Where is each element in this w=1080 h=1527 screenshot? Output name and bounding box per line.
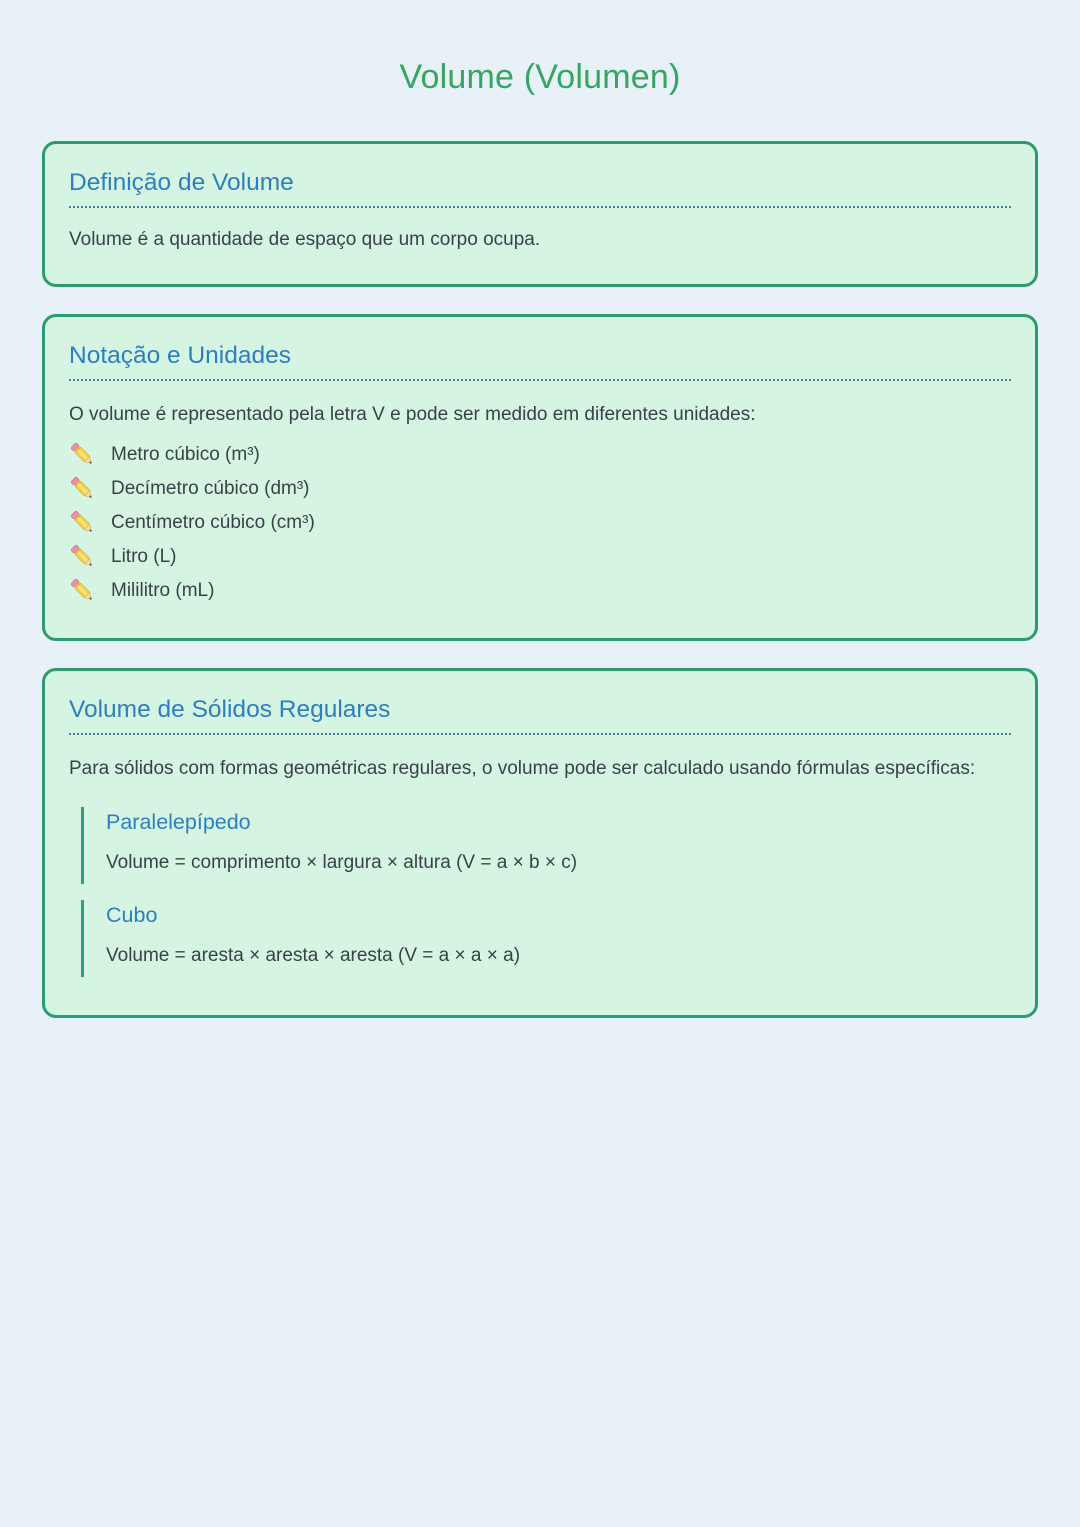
card-heading-definicao: Definição de Volume [69, 169, 1011, 208]
list-item [69, 540, 1011, 574]
unit-label: Mililitro (mL) [111, 579, 215, 601]
pencil-icon [69, 577, 96, 604]
list-item [69, 438, 1011, 472]
units-intro-text: O volume é representado pela letra V e pode ser medido em diferentes unidades: [69, 404, 756, 426]
unit-label: Centímetro cúbico (cm³) [111, 511, 315, 533]
list-item [69, 506, 1011, 540]
pencil-icon [69, 543, 96, 570]
pencil-icon [69, 441, 96, 468]
solidos-intro-text: Para sólidos com formas geométricas regulares, o volume pode ser calculado usando fórmulas específicas: [69, 757, 976, 779]
unit-label: Metro cúbico (m³) [111, 443, 260, 465]
formula-text: Volume = comprimento × largura × altura (V = a × b × c) [106, 851, 578, 873]
pencil-icon [69, 475, 96, 502]
list-item [69, 574, 1011, 608]
unit-label: Litro (L) [111, 545, 177, 567]
list-item [69, 472, 1011, 506]
card-heading-solidos: Volume de Sólidos Regulares [69, 696, 1011, 735]
subsection-cubo [81, 900, 1011, 977]
definition-text: Volume é a quantidade de espaço que um corpo ocupa. [69, 229, 541, 250]
units-list [69, 438, 1011, 608]
formula-text: Volume = aresta × aresta × aresta (V = a × a × a) [106, 944, 521, 966]
page-title: Volume (Volumen) [399, 58, 681, 96]
card-notacao-e-unidades [42, 314, 1038, 640]
subsection-heading: Paralelepípedo [106, 809, 251, 834]
subsection-paralelepipedo [81, 807, 1011, 884]
card-volume-solidos-regulares [42, 668, 1038, 1018]
card-definicao-de-volume [42, 141, 1038, 287]
subsection-heading: Cubo [106, 902, 158, 927]
unit-label: Decímetro cúbico (dm³) [111, 477, 310, 499]
card-heading-notacao: Notação e Unidades [69, 342, 1011, 381]
pencil-icon [69, 509, 96, 536]
